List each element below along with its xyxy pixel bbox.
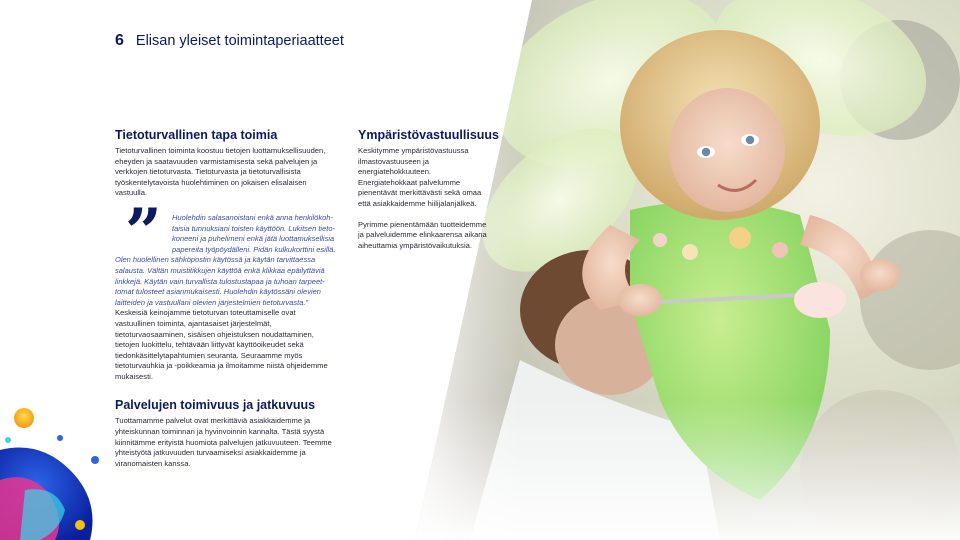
right-column (358, 128, 500, 251)
quote-line: Huolehdin salasanoistani enkä anna henkilökoh- (172, 212, 333, 222)
page-number: 6 (115, 32, 124, 49)
heading-information-security: Tietoturvallinen tapa toimia (115, 128, 278, 142)
continuity-section (115, 398, 337, 469)
quote-line: papereita työpöydälleni. Pidän kulkukorttini esillä. (172, 244, 336, 254)
section-title: Elisan yleiset toimintaperiaatteet (135, 33, 344, 49)
decorative-blob-graphic (0, 400, 110, 540)
quote-line: laitteiden ja vastuullani olevien järjestelmien tietoturvasta.” (115, 297, 309, 307)
quote-line: koneeni ja puhelimeni enkä jätä luottamuksellisia (172, 234, 335, 244)
continuity-paragraph: Tuottamamme palvelut ovat merkittäviä asiakkaidemme ja yhteiskunnan toiminnan ja hyvinvoinnin kannalta. Tästä syystä kiinnitämme erityistä huomiota palvelujen jatkuvuuteen. Teemme yhteistyötä jatkuvuuden turvaamiseksi asiakkaidemme ja viranomaisten kanssa. (115, 416, 332, 468)
quote-line: salausta. Vältän muistitikkujen käyttöä enkä klikkaa epäilyttäviä (115, 265, 325, 275)
page-header (115, 32, 344, 50)
security-measures-paragraph: Keskeisiä keinojamme tietoturvan toteuttamiselle ovat vastuullinen toiminta, ajantasaiset järjestelmät, tietoturvaosaaminen, sisäisen ohjeistuksen noudattaminen, tietojen luokittelu, tehtävään liittyvät käyttöoikeudet sekä tiedonkäsittelytapahtumien seuranta. Seuraamme myös tietoturvauhkia ja -poikkeamia ja ilmoitamme niistä ohjeidemme mukaisesti. (115, 308, 328, 381)
intro-paragraph: Tietoturvallinen toiminta koostuu tietojen luottamuksellisuuden, eheyden ja saatavuuden varmistamisesta sekä palvelujen ja verkkojen tietoturvasta. Tietoturvasta ja tietoturvallisista työskentelytavoista huolehtiminen on jokaisen elisalaisen vastuulla. (115, 146, 326, 198)
quote-mark-icon: ” (125, 194, 156, 270)
quote-line: tomat tulosteet asianmukaisesti. Huolehdin käytössäni olevien (115, 287, 321, 297)
heading-environmental-responsibility: Ympäristövastuullisuus (358, 128, 500, 142)
quote-block (115, 194, 337, 308)
heading-service-continuity: Palvelujen toimivuus ja jatkuvuus (115, 398, 316, 413)
quote-line: Olen huolellinen sähköpostin käytössä ja käytän tarvittaessa (115, 255, 316, 265)
quote-line: taisia tunnuksiani toisten käyttöön. Lukitsen tieto- (172, 223, 336, 233)
quote-line: linkkejä. Käytän vain turvallista tulostustapaa ja tuhoan tarpeet- (115, 276, 325, 286)
left-column (115, 128, 337, 469)
environment-paragraph-2: Pyrimme pienentämään tuotteidemme ja palveluidemme elinkaarensa aikana aiheuttamia ympäristövaikutuksia. (358, 219, 487, 250)
environment-paragraph-1: Keskitymme ympäristövastuussa ilmastovastuuseen ja energiatehokkuuteen. Energiatehokkaat palvelumme pienentävät merkittävästi sekä omaa että asiakkaidemme hiilijalanjälkeä. (358, 146, 482, 208)
